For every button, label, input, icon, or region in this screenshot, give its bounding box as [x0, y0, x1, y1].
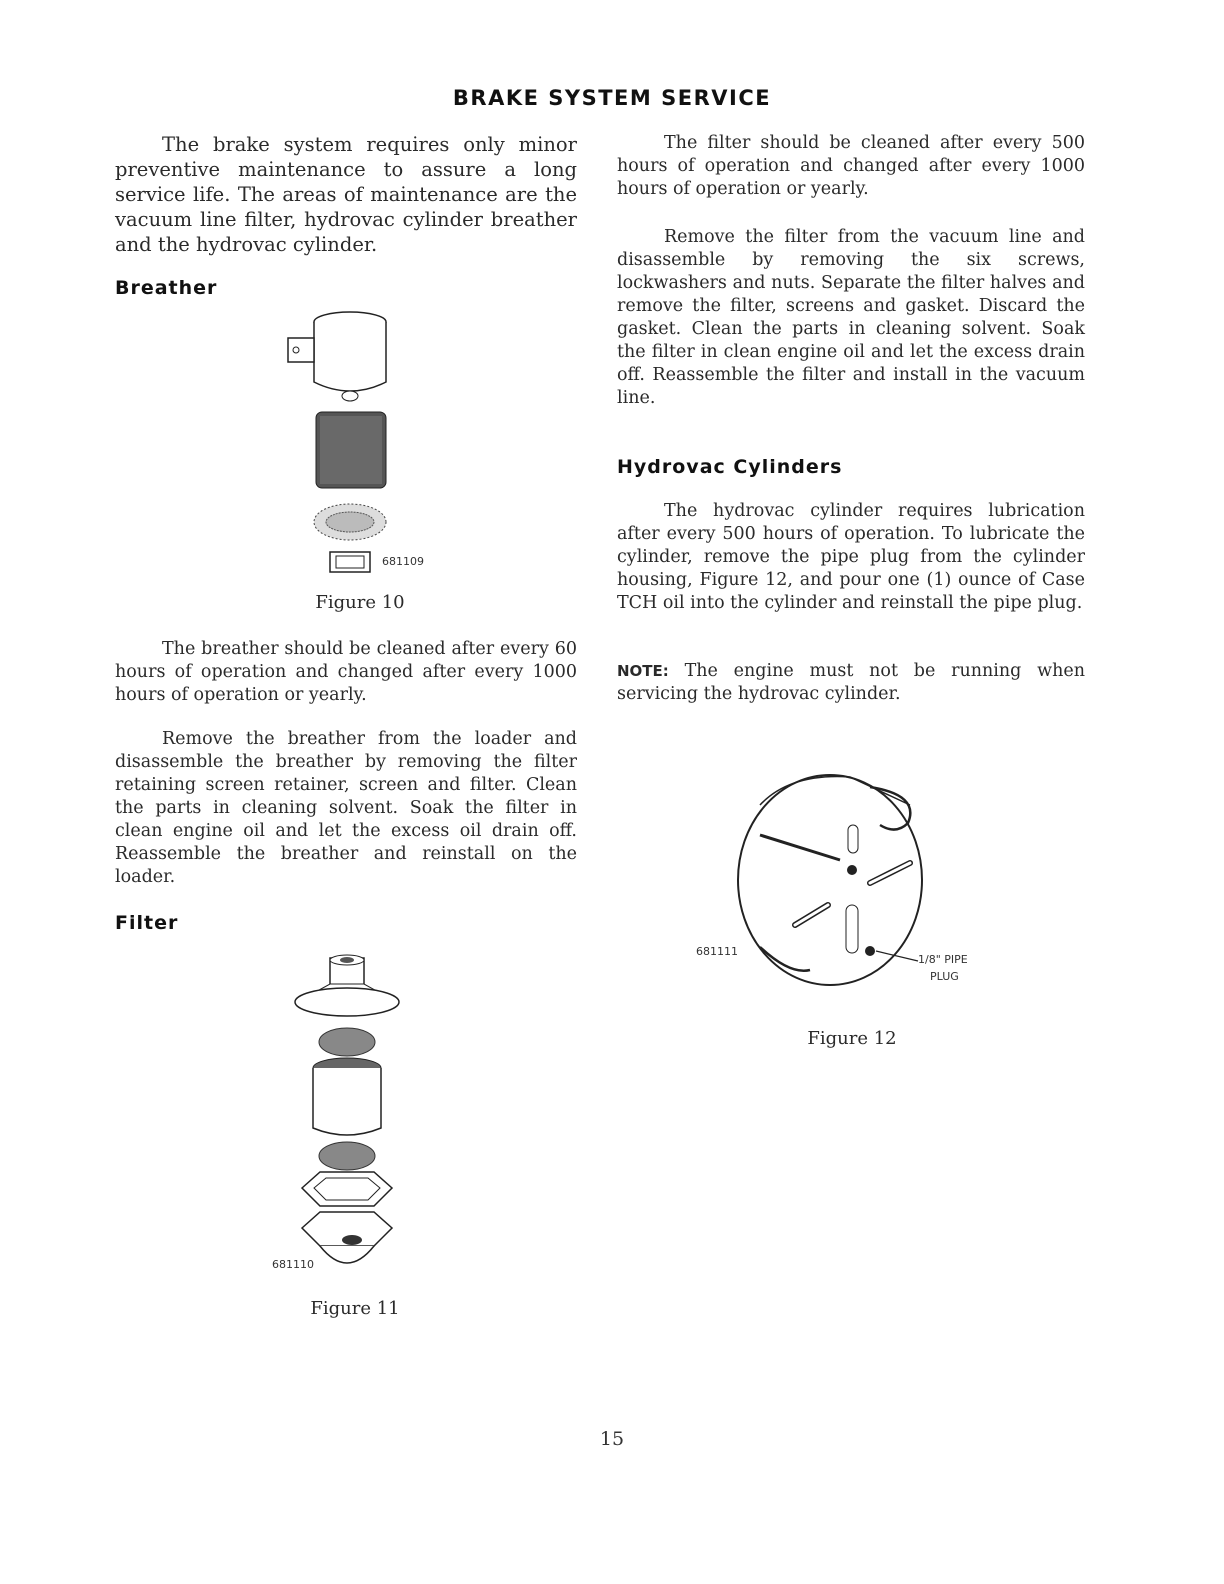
page-title: BRAKE SYSTEM SERVICE [452, 86, 772, 110]
figure-10-breather-illustration [280, 300, 440, 580]
breather-text-2 [115, 728, 577, 889]
note-block [617, 660, 1085, 706]
filter-heading: Filter [115, 912, 179, 934]
breather-heading: Breather [115, 277, 218, 299]
figure-12-hydrovac-illustration [690, 765, 1010, 995]
breather-paragraph-1: The breather should be cleaned after every 60 hours of operation and changed after every 1000 hours of operation or yearly. [115, 639, 577, 705]
filter-text-2 [617, 226, 1085, 410]
figure-12-callout-line-2: PLUG [930, 970, 959, 983]
filter-paragraph-1: The filter should be cleaned after every 500 hours of operation and changed after every 1000 hours of operation or yearly. [617, 133, 1085, 199]
intro-section [115, 132, 577, 257]
page-number: 15 [599, 1428, 625, 1450]
figure-10-caption: Figure 10 [315, 592, 405, 613]
figure-10-label: 681109 [382, 555, 424, 568]
figure-11-caption: Figure 11 [310, 1298, 400, 1319]
filter-text-1 [617, 132, 1085, 201]
intro-paragraph: The brake system requires only minor preventive maintenance to assure a long service life. The areas of maintenance are the vacuum line filter, hydrovac cylinder breather and the hydrovac cylinder. [115, 133, 577, 256]
figure-12-caption: Figure 12 [807, 1028, 897, 1049]
figure-11-filter-illustration [260, 950, 440, 1280]
figure-12-label: 681111 [696, 945, 738, 958]
figure-12-callout-line-1: 1/8" PIPE [918, 953, 968, 966]
breather-text-1 [115, 638, 577, 707]
breather-paragraph-2: Remove the breather from the loader and disassemble the breather by removing the filter retaining screen retainer, screen and filter. Clean the parts in cleaning solvent. Soak the filter in clean engine oil and let the excess oil drain off. Reassemble the breather and reinstall on the loader. [115, 729, 577, 887]
hydrovac-text [617, 500, 1085, 615]
note-label: NOTE: [617, 662, 669, 680]
figure-11-label: 681110 [272, 1258, 314, 1271]
hydrovac-heading: Hydrovac Cylinders [617, 456, 843, 478]
filter-paragraph-2: Remove the filter from the vacuum line and disassemble by removing the six screws, lockwashers and nuts. Separate the filter halves and remove the filter, screens and gasket. Discard the gasket. Clean the parts in cleaning solvent. Soak the filter in clean engine oil and let the excess drain off. Reassemble the filter and install in the vacuum line. [617, 227, 1085, 408]
note-text: The engine must not be running when servicing the hydrovac cylinder. [617, 661, 1085, 704]
hydrovac-paragraph: The hydrovac cylinder requires lubrication after every 500 hours of operation. To lubricate the cylinder, remove the pipe plug from the cylinder housing, Figure 12, and pour one (1) ounce of Case TCH oil into the cylinder and reinstall the pipe plug. [617, 501, 1085, 613]
